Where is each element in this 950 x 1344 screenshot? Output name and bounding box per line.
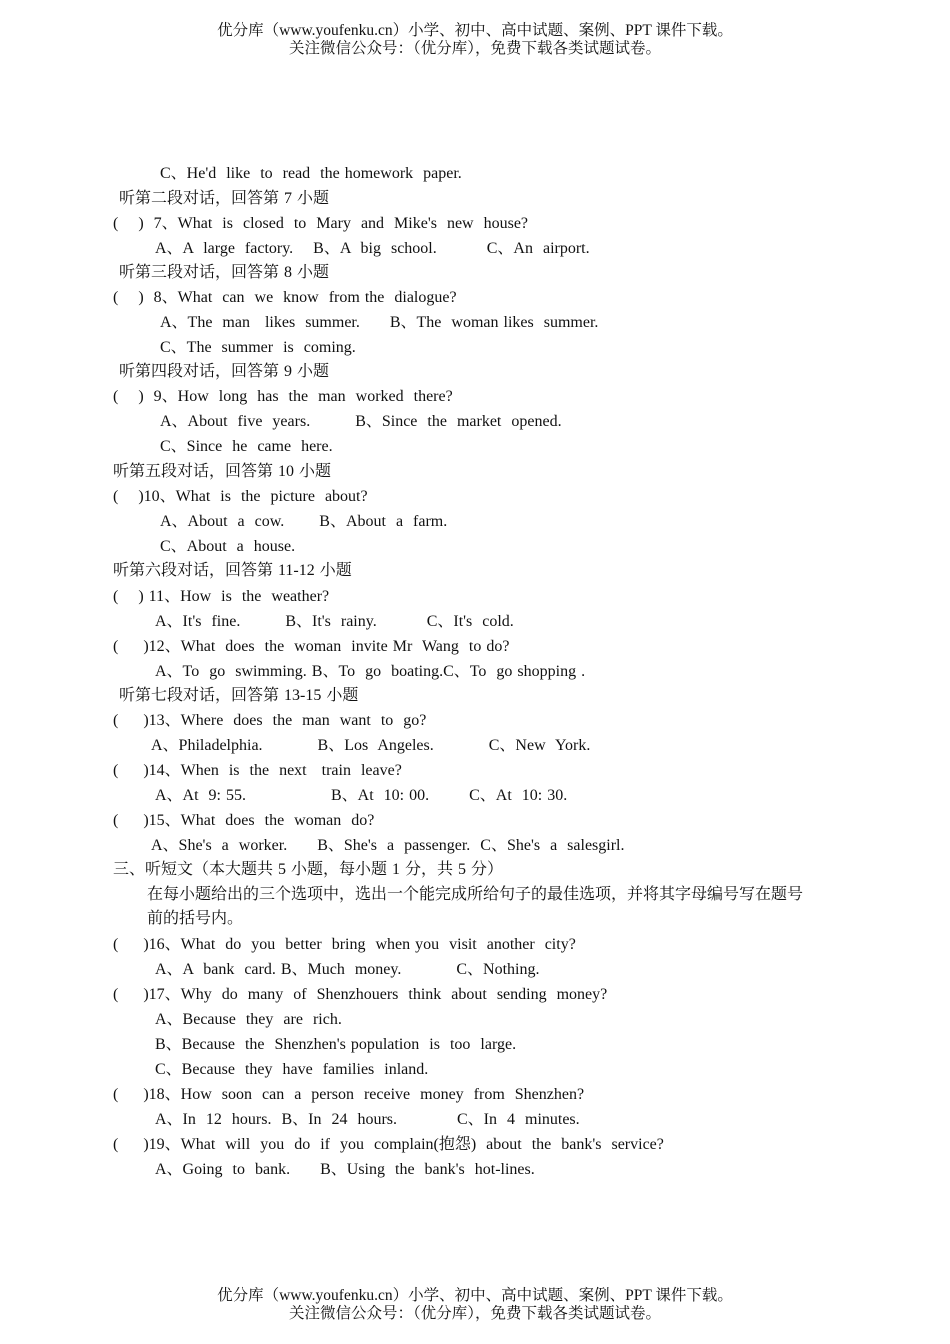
options-19: A、Going to bank. B、Using the bank's hot-lines. — [155, 1161, 535, 1178]
option-line: C、The summer is coming. — [160, 339, 356, 356]
options-8: A、The man likes summer. B、The woman likes summer. — [160, 314, 599, 331]
footer-line-2: 关注微信公众号：（优分库），免费下载各类试题试卷。 — [288, 1305, 661, 1322]
section-heading: 三、听短文（本大题共 5 小题，每小题 1 分，共 5 分） — [113, 861, 504, 878]
options-9: A、About five years. B、Since the market opened. — [160, 413, 562, 430]
question-17: ( )17、Why do many of Shenzhouers think about sending money? — [113, 986, 608, 1003]
section-instruction: 听第七段对话，回答第 13-15 小题 — [119, 687, 359, 704]
footer-line-1: 优分库（www.youfenku.cn）小学、初中、高中试题、案例、PPT 课件下载。 — [217, 1287, 733, 1304]
question-13: ( )13、Where does the man want to go? — [113, 712, 427, 729]
question-11: ( ) 11、How is the weather? — [113, 588, 330, 605]
options-7: A、A large factory. B、A big school. C、An airport. — [155, 240, 590, 257]
section-instruction: 听第六段对话，回答第 11-12 小题 — [113, 562, 352, 579]
option-line: A、Because they are rich. — [155, 1011, 342, 1028]
option-line: B、Because the Shenzhen's population is too large. — [155, 1036, 517, 1053]
question-7: ( ) 7、What is closed to Mary and Mike's new house? — [113, 215, 529, 232]
question-19: ( )19、What will you do if you complain(抱怨) about the bank's service? — [113, 1136, 664, 1153]
section-instruction: 听第五段对话，回答第 10 小题 — [113, 463, 332, 480]
section-instruction: 前的括号内。 — [147, 910, 244, 927]
option-line: C、He'd like to read the homework paper. — [160, 165, 462, 182]
question-14: ( )14、When is the next train leave? — [113, 762, 402, 779]
options-12: A、To go swimming. B、To go boating.C、To go shopping . — [155, 663, 586, 680]
options-15: A、She's a worker. B、She's a passenger. C、She's a salesgirl. — [151, 837, 625, 854]
options-11: A、It's fine. B、It's rainy. C、It's cold. — [155, 613, 514, 630]
section-instruction: 听第四段对话，回答第 9 小题 — [119, 363, 330, 380]
question-16: ( )16、What do you better bring when you visit another city? — [113, 936, 576, 953]
question-12: ( )12、What does the woman invite Mr Wang to do? — [113, 638, 510, 655]
option-line: C、Because they have families inland. — [155, 1061, 429, 1078]
option-line: C、About a house. — [160, 538, 296, 555]
question-8: ( ) 8、What can we know from the dialogue? — [113, 289, 457, 306]
question-15: ( )15、What does the woman do? — [113, 812, 375, 829]
question-10: ( )10、What is the picture about? — [113, 488, 368, 505]
question-9: ( ) 9、How long has the man worked there? — [113, 388, 453, 405]
options-14: A、At 9: 55. B、At 10: 00. C、At 10: 30. — [155, 787, 568, 804]
options-13: A、Philadelphia. B、Los Angeles. C、New York. — [151, 737, 591, 754]
section-instruction: 听第二段对话，回答第 7 小题 — [119, 190, 330, 207]
question-18: ( )18、How soon can a person receive money from Shenzhen? — [113, 1086, 585, 1103]
section-instruction: 在每小题给出的三个选项中，选出一个能完成所给句子的最佳选项，并将其字母编号写在题号 — [147, 886, 804, 903]
options-18: A、In 12 hours. B、In 24 hours. C、In 4 minutes. — [155, 1111, 580, 1128]
header-line-2: 关注微信公众号：（优分库），免费下载各类试题试卷。 — [288, 40, 661, 57]
section-instruction: 听第三段对话，回答第 8 小题 — [119, 264, 330, 281]
option-line: C、Since he came here. — [160, 438, 333, 455]
options-16: A、A bank card. B、Much money. C、Nothing. — [155, 961, 540, 978]
options-10: A、About a cow. B、About a farm. — [160, 513, 448, 530]
header-line-1: 优分库（www.youfenku.cn）小学、初中、高中试题、案例、PPT 课件下载。 — [217, 22, 733, 39]
